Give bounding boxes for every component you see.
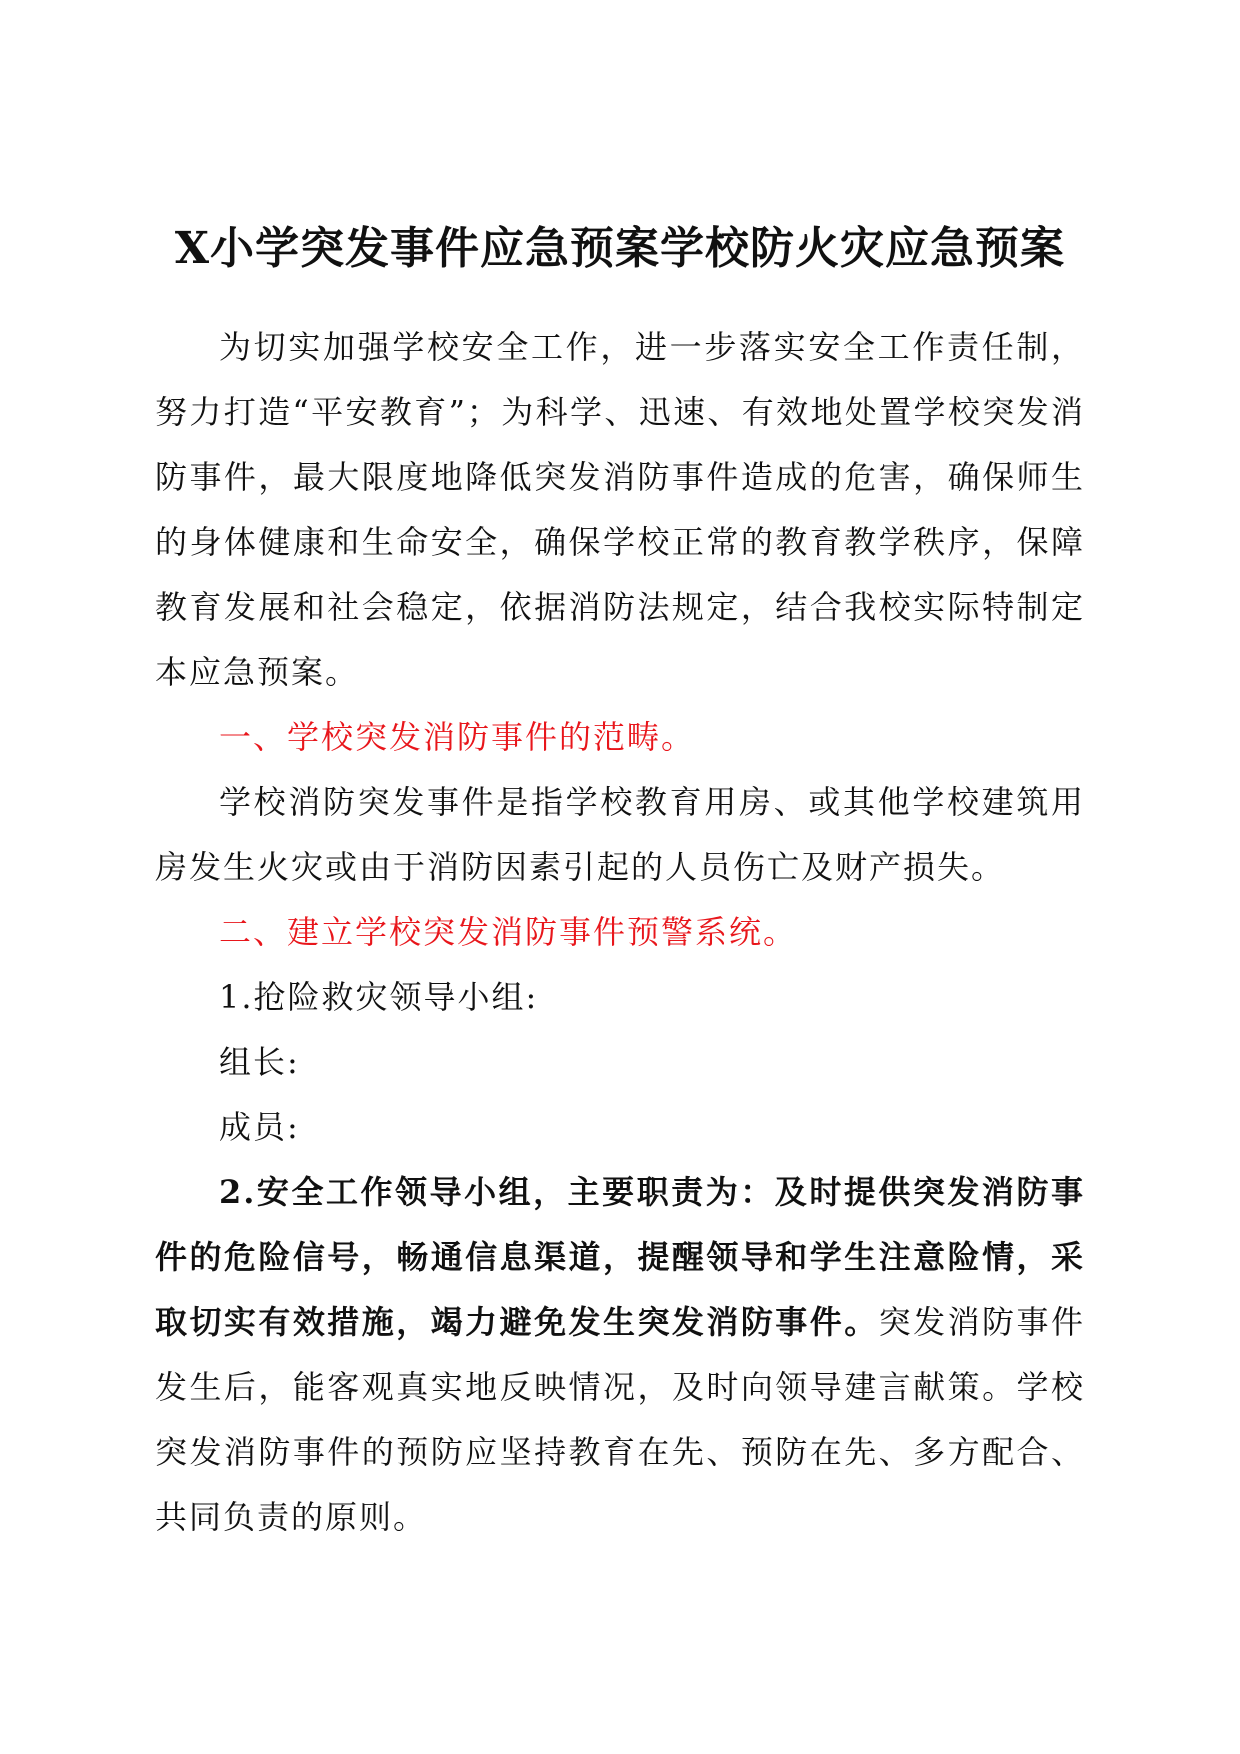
document-title: X小学突发事件应急预案学校防火灾应急预案 (174, 223, 1066, 274)
intro-paragraph: 为切实加强学校安全工作，进一步落实安全工作责任制，努力打造“平安教育”；为科学、迅速、有效地处置学校突发消防事件，最大限度地降低突发消防事件造成的危害，确保师生的身体健康和生命安全，确保学校正常的教育教学秩序，保障教育发展和社会稳定，依据消防法规定，结合我校实际特制定本应急预案。 (155, 328, 1085, 691)
section-2-heading: 二、建立学校突发消防事件预警系统。 (219, 913, 798, 951)
group-leader-label: 组长: (219, 1043, 300, 1081)
safety-group-duties: 2.安全工作领导小组，主要职责为：及时提供突发消防事件的危险信号，畅通信息渠道，提醒领导和学生注意险情，采取切实有效措施，竭力避免发生突发消防事件。 (155, 1173, 1085, 1341)
safety-group-followup: 突发消防事件发生后，能客观真实地反映情况，及时向领导建言献策。学校突发消防事件的预防应坚持教育在先、预防在先、多方配合、共同负责的原则。 (155, 1303, 1085, 1536)
rescue-group-item: 1.抢险救灾领导小组: (219, 978, 539, 1016)
group-members-label: 成员: (219, 1108, 300, 1146)
section-1-paragraph: 学校消防突发事件是指学校教育用房、或其他学校建筑用房发生火灾或由于消防因素引起的人员伤亡及财产损失。 (155, 783, 1085, 886)
document-body (155, 315, 1085, 1550)
section-1-heading: 一、学校突发消防事件的范畴。 (219, 718, 696, 756)
safety-group-paragraph (155, 1160, 1085, 1550)
